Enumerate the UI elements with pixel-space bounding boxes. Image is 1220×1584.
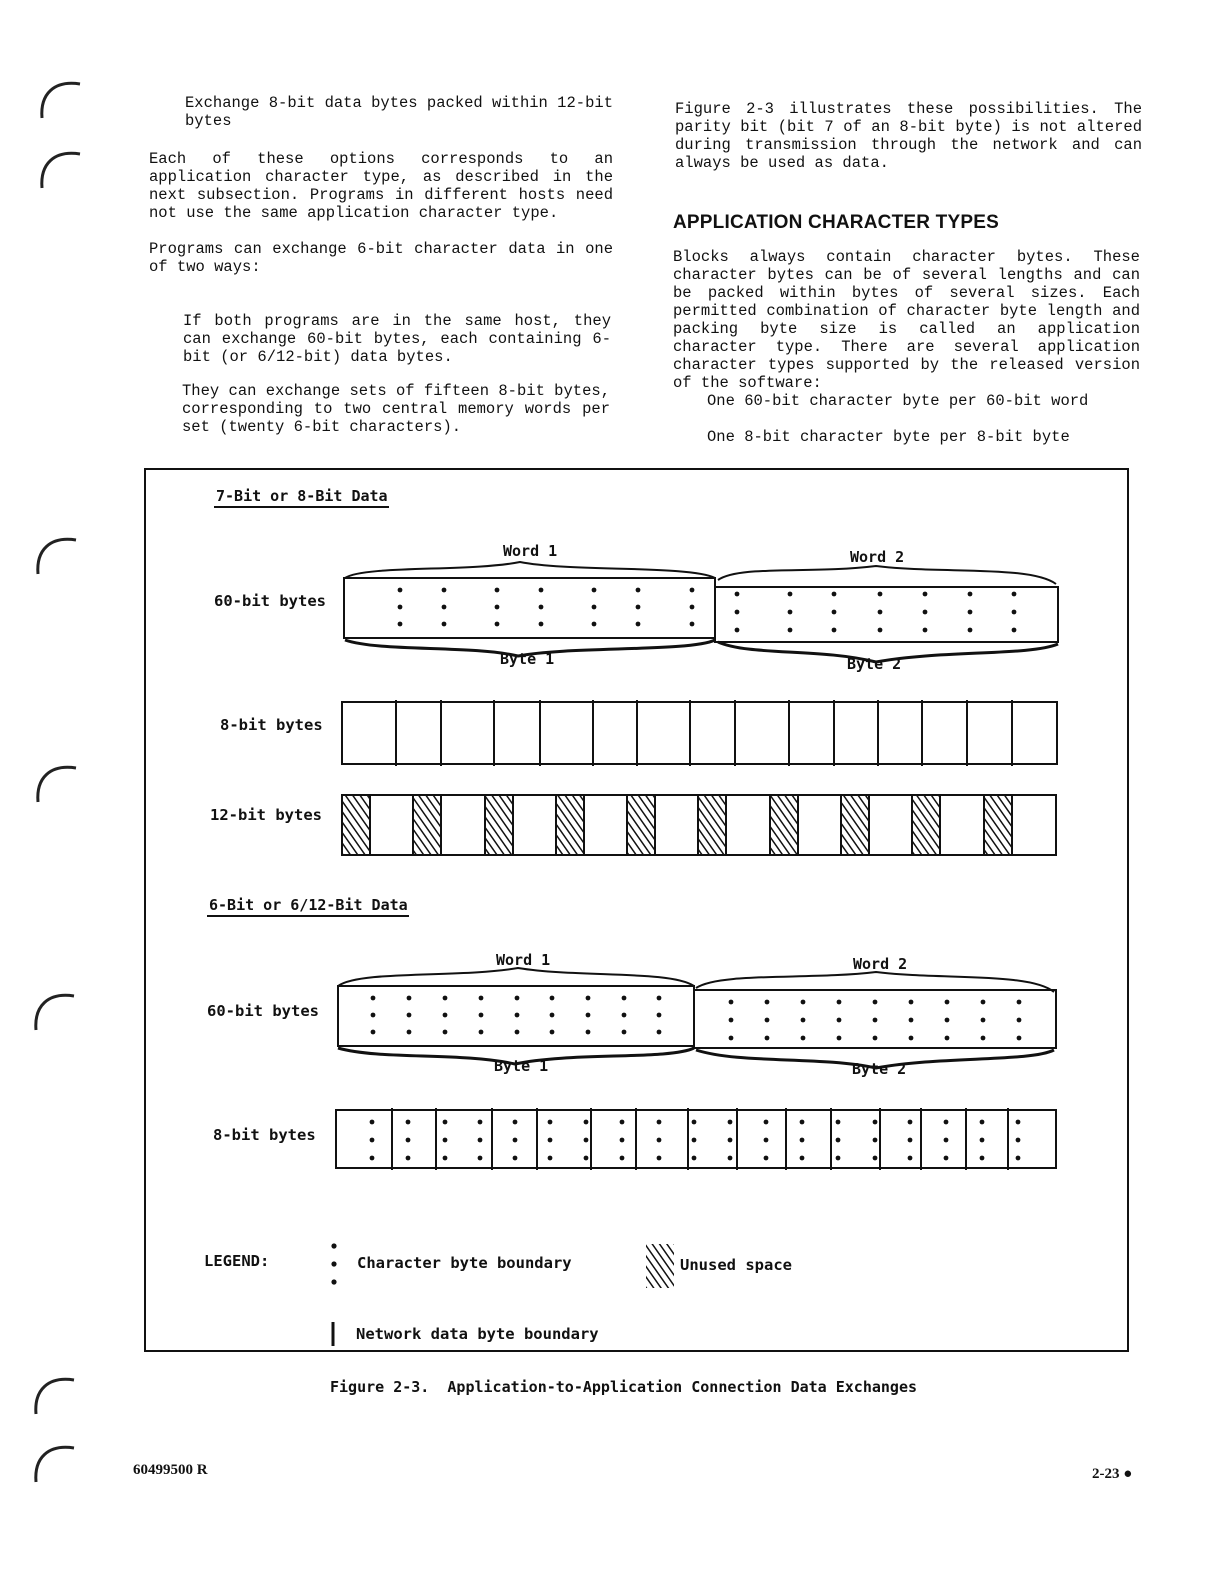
byte-label: Byte 2 (847, 655, 902, 673)
figure-caption: Figure 2-3. Application-to-Application Connection Data Exchanges (330, 1378, 917, 1396)
60bit-bytes-row-1 (344, 562, 1058, 662)
byte-label: Byte 1 (500, 650, 555, 668)
word-label: Word 2 (850, 548, 905, 566)
byte-label: Byte 1 (494, 1057, 549, 1075)
8bit-bytes-row-1 (342, 700, 1057, 766)
legend-title: LEGEND: (204, 1252, 270, 1270)
legend-unused-space: Unused space (680, 1256, 792, 1274)
bullet-icon: ● (1123, 1466, 1133, 1482)
word-label: Word 1 (496, 951, 551, 969)
legend-dots-icon (331, 1243, 336, 1284)
paragraph: Figure 2-3 illustrates these possibilities. The parity bit (bit 7 of an 8-bit byte) is not altered during transmission through the network and can always be used as data. (675, 100, 1142, 172)
row-label-8bit: 8-bit bytes (213, 1126, 316, 1144)
character-byte-dots (371, 996, 1022, 1041)
character-byte-dots (398, 588, 1017, 633)
list-item: One 8-bit character byte per 8-bit byte (707, 428, 1070, 446)
list-item: If both programs are in the same host, they can exchange 60-bit bytes, each containing 6-bit (or 6/12-bit) data bytes. (183, 312, 611, 366)
word-label: Word 2 (853, 955, 908, 973)
12bit-bytes-row (342, 795, 1056, 855)
row-label-8bit: 8-bit bytes (220, 716, 323, 734)
legend-network-byte-boundary: Network data byte boundary (356, 1325, 599, 1343)
list-item: They can exchange sets of fifteen 8-bit bytes, corresponding to two central memory words per set (twenty 6-bit characters). (182, 382, 610, 436)
row-label-12bit: 12-bit bytes (210, 806, 322, 824)
list-item: One 60-bit character byte per 60-bit word (707, 392, 1089, 410)
section-heading: APPLICATION CHARACTER TYPES (673, 212, 999, 233)
legend-hatch-icon (646, 1244, 674, 1288)
list-item: Exchange 8-bit data bytes packed within 12-bit bytes (185, 94, 613, 130)
row-label-60bit: 60-bit bytes (214, 592, 326, 610)
section-title: 7-Bit or 8-Bit Data (216, 487, 388, 505)
page-number (1092, 1466, 1132, 1483)
legend-character-byte-boundary: Character byte boundary (357, 1254, 572, 1272)
word-label: Word 1 (503, 542, 558, 560)
paragraph: Blocks always contain character bytes. These character bytes can be of several lengths and can be packed within bytes of several sizes. Each permitted combination of character byte length and packing byte size is called an application character type. There are several application character types supported by the released version of the software: (673, 248, 1140, 392)
page-number-text: 2-23 (1092, 1466, 1120, 1482)
section-title: 6-Bit or 6/12-Bit Data (209, 896, 408, 914)
paragraph: Each of these options corresponds to an application character type, as described in the next subsection. Programs in different hosts need not use the same application character type. (149, 150, 613, 222)
paragraph: Programs can exchange 6-bit character data in one of two ways: (149, 240, 613, 276)
document-number: 60499500 R (133, 1462, 208, 1478)
character-byte-dots (370, 1120, 1021, 1161)
byte-label: Byte 2 (852, 1060, 907, 1078)
row-label-60bit: 60-bit bytes (207, 1002, 319, 1020)
